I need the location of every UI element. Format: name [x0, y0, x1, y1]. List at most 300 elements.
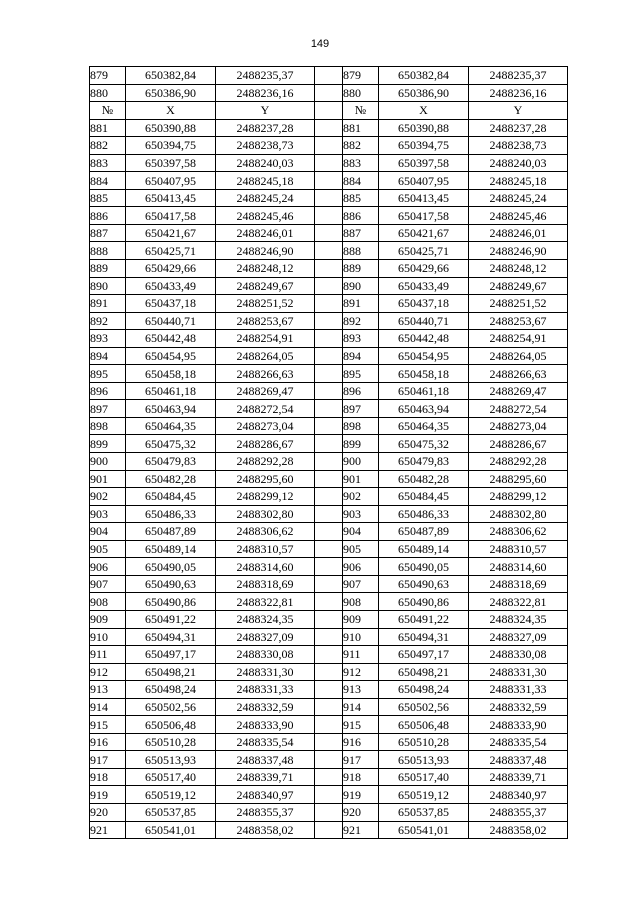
table-row [90, 540, 568, 558]
y-coordinate-left: 2488272,54 [216, 400, 315, 418]
y-coordinate-right: 2488264,05 [469, 347, 568, 365]
y-coordinate-left: 2488337,48 [216, 751, 315, 769]
x-coordinate-left: 650454,95 [126, 347, 216, 365]
point-number-left: 920 [90, 803, 126, 821]
point-number-right: 898 [343, 417, 379, 435]
column-gap [315, 803, 343, 821]
point-number-left: 921 [90, 821, 126, 839]
point-number-right: 883 [343, 154, 379, 172]
point-number-right: 901 [343, 470, 379, 488]
y-coordinate-right: 2488254,91 [469, 330, 568, 348]
y-coordinate-left: 2488324,35 [216, 610, 315, 628]
column-gap [315, 821, 343, 839]
point-number-right: 893 [343, 330, 379, 348]
point-number-right: 911 [343, 646, 379, 664]
y-coordinate-left: 2488310,57 [216, 540, 315, 558]
point-number-left: 883 [90, 154, 126, 172]
point-number-right: 890 [343, 277, 379, 295]
point-number-left: 917 [90, 751, 126, 769]
y-coordinate-right: 2488327,09 [469, 628, 568, 646]
y-coordinate-left: 2488295,60 [216, 470, 315, 488]
table-row [90, 172, 568, 190]
y-coordinate-left: 2488335,54 [216, 733, 315, 751]
x-coordinate-right: 650517,40 [379, 768, 469, 786]
point-number-right: 882 [343, 137, 379, 155]
point-number-right: 918 [343, 768, 379, 786]
column-gap [315, 330, 343, 348]
y-coordinate-left: 2488292,28 [216, 453, 315, 471]
x-coordinate-left: 650458,18 [126, 365, 216, 383]
column-gap [315, 786, 343, 804]
table-row [90, 242, 568, 260]
x-coordinate-right: 650458,18 [379, 365, 469, 383]
point-number-left: 900 [90, 453, 126, 471]
y-coordinate-right: 2488253,67 [469, 312, 568, 330]
x-coordinate-left: 650484,45 [126, 488, 216, 506]
x-coordinate-left: 650490,63 [126, 575, 216, 593]
point-number-right: 900 [343, 453, 379, 471]
x-coordinate-left: 650464,35 [126, 417, 216, 435]
y-coordinate-left: 2488240,03 [216, 154, 315, 172]
column-gap [315, 154, 343, 172]
y-coordinate-right: 2488322,81 [469, 593, 568, 611]
column-gap [315, 488, 343, 506]
y-coordinate-right: 2488330,08 [469, 646, 568, 664]
table-row [90, 698, 568, 716]
table-row [90, 84, 568, 102]
table-row [90, 470, 568, 488]
y-coordinate-left: 2488339,71 [216, 768, 315, 786]
point-number-left: 884 [90, 172, 126, 190]
x-coordinate-right: 650497,17 [379, 646, 469, 664]
column-gap [315, 207, 343, 225]
x-coordinate-left: 650461,18 [126, 382, 216, 400]
table-row [90, 312, 568, 330]
x-coordinate-left: 650463,94 [126, 400, 216, 418]
point-number-left: 901 [90, 470, 126, 488]
x-coordinate-right: 650442,48 [379, 330, 469, 348]
table-row [90, 803, 568, 821]
y-coordinate-right: 2488295,60 [469, 470, 568, 488]
point-number-left: 881 [90, 119, 126, 137]
table-row [90, 610, 568, 628]
column-gap [315, 470, 343, 488]
point-number-left: 913 [90, 681, 126, 699]
point-number-left: 890 [90, 277, 126, 295]
x-coordinate-right: 650407,95 [379, 172, 469, 190]
x-coordinate-right: 650489,14 [379, 540, 469, 558]
y-coordinate-right: 2488332,59 [469, 698, 568, 716]
column-gap [315, 102, 343, 120]
y-coordinate-left: 2488245,46 [216, 207, 315, 225]
x-coordinate-right: 650386,90 [379, 84, 469, 102]
x-coordinate-left: 650506,48 [126, 716, 216, 734]
point-number-right: 889 [343, 260, 379, 278]
y-coordinate-left: 2488246,01 [216, 224, 315, 242]
y-coordinate-left: 2488235,37 [216, 67, 315, 85]
table-row [90, 751, 568, 769]
x-coordinate-right: 650513,93 [379, 751, 469, 769]
x-coordinate-left: 650413,45 [126, 189, 216, 207]
table-row [90, 523, 568, 541]
point-number-left: 889 [90, 260, 126, 278]
x-coordinate-right: 650494,31 [379, 628, 469, 646]
x-coordinate-left: 650394,75 [126, 137, 216, 155]
x-coordinate-right: 650413,45 [379, 189, 469, 207]
header-y-right: Y [469, 102, 568, 120]
table-row [90, 417, 568, 435]
x-coordinate-left: 650502,56 [126, 698, 216, 716]
y-coordinate-left: 2488254,91 [216, 330, 315, 348]
x-coordinate-right: 650519,12 [379, 786, 469, 804]
x-coordinate-right: 650502,56 [379, 698, 469, 716]
point-number-right: 884 [343, 172, 379, 190]
y-coordinate-left: 2488269,47 [216, 382, 315, 400]
column-gap [315, 67, 343, 85]
y-coordinate-left: 2488340,97 [216, 786, 315, 804]
x-coordinate-left: 650417,58 [126, 207, 216, 225]
y-coordinate-right: 2488306,62 [469, 523, 568, 541]
y-coordinate-left: 2488238,73 [216, 137, 315, 155]
y-coordinate-right: 2488240,03 [469, 154, 568, 172]
y-coordinate-left: 2488330,08 [216, 646, 315, 664]
y-coordinate-left: 2488237,28 [216, 119, 315, 137]
header-x-right: X [379, 102, 469, 120]
column-gap [315, 365, 343, 383]
column-gap [315, 277, 343, 295]
y-coordinate-left: 2488322,81 [216, 593, 315, 611]
point-number-right: 896 [343, 382, 379, 400]
x-coordinate-left: 650437,18 [126, 295, 216, 313]
point-number-left: 912 [90, 663, 126, 681]
column-gap [315, 663, 343, 681]
column-gap [315, 119, 343, 137]
y-coordinate-left: 2488333,90 [216, 716, 315, 734]
table-row [90, 207, 568, 225]
column-gap [315, 593, 343, 611]
x-coordinate-right: 650541,01 [379, 821, 469, 839]
point-number-right: 894 [343, 347, 379, 365]
point-number-right: 891 [343, 295, 379, 313]
table-row [90, 277, 568, 295]
table-row [90, 488, 568, 506]
x-coordinate-right: 650486,33 [379, 505, 469, 523]
table-row [90, 821, 568, 839]
column-gap [315, 751, 343, 769]
table-row [90, 716, 568, 734]
y-coordinate-left: 2488299,12 [216, 488, 315, 506]
x-coordinate-left: 650382,84 [126, 67, 216, 85]
column-gap [315, 400, 343, 418]
x-coordinate-left: 650486,33 [126, 505, 216, 523]
column-gap [315, 558, 343, 576]
column-gap [315, 698, 343, 716]
y-coordinate-right: 2488245,46 [469, 207, 568, 225]
x-coordinate-left: 650429,66 [126, 260, 216, 278]
y-coordinate-left: 2488248,12 [216, 260, 315, 278]
point-number-right: 903 [343, 505, 379, 523]
point-number-right: 908 [343, 593, 379, 611]
y-coordinate-left: 2488332,59 [216, 698, 315, 716]
y-coordinate-left: 2488286,67 [216, 435, 315, 453]
x-coordinate-left: 650517,40 [126, 768, 216, 786]
header-number-right: № [343, 102, 379, 120]
x-coordinate-right: 650510,28 [379, 733, 469, 751]
coordinates-table-body [90, 67, 568, 839]
y-coordinate-right: 2488272,54 [469, 400, 568, 418]
y-coordinate-left: 2488306,62 [216, 523, 315, 541]
y-coordinate-left: 2488249,67 [216, 277, 315, 295]
point-number-left: 902 [90, 488, 126, 506]
x-coordinate-left: 650491,22 [126, 610, 216, 628]
column-gap [315, 646, 343, 664]
y-coordinate-left: 2488355,37 [216, 803, 315, 821]
point-number-left: 899 [90, 435, 126, 453]
point-number-right: 913 [343, 681, 379, 699]
column-gap [315, 575, 343, 593]
x-coordinate-left: 650490,05 [126, 558, 216, 576]
y-coordinate-left: 2488251,52 [216, 295, 315, 313]
y-coordinate-right: 2488286,67 [469, 435, 568, 453]
y-coordinate-right: 2488249,67 [469, 277, 568, 295]
column-gap [315, 435, 343, 453]
point-number-left: 896 [90, 382, 126, 400]
table-row [90, 663, 568, 681]
point-number-left: 911 [90, 646, 126, 664]
point-number-right: 881 [343, 119, 379, 137]
x-coordinate-right: 650490,05 [379, 558, 469, 576]
x-coordinate-left: 650537,85 [126, 803, 216, 821]
y-coordinate-left: 2488358,02 [216, 821, 315, 839]
table-row [90, 575, 568, 593]
table-row [90, 137, 568, 155]
x-coordinate-left: 650397,58 [126, 154, 216, 172]
x-coordinate-right: 650484,45 [379, 488, 469, 506]
x-coordinate-right: 650433,49 [379, 277, 469, 295]
x-coordinate-right: 650437,18 [379, 295, 469, 313]
y-coordinate-right: 2488236,16 [469, 84, 568, 102]
x-coordinate-right: 650537,85 [379, 803, 469, 821]
point-number-left: 905 [90, 540, 126, 558]
y-coordinate-right: 2488266,63 [469, 365, 568, 383]
x-coordinate-left: 650407,95 [126, 172, 216, 190]
x-coordinate-right: 650490,86 [379, 593, 469, 611]
x-coordinate-left: 650541,01 [126, 821, 216, 839]
point-number-left: 906 [90, 558, 126, 576]
point-number-left: 919 [90, 786, 126, 804]
x-coordinate-right: 650482,28 [379, 470, 469, 488]
x-coordinate-right: 650382,84 [379, 67, 469, 85]
point-number-right: 887 [343, 224, 379, 242]
x-coordinate-right: 650464,35 [379, 417, 469, 435]
point-number-right: 905 [343, 540, 379, 558]
table-row [90, 558, 568, 576]
table-row [90, 646, 568, 664]
table-row [90, 154, 568, 172]
y-coordinate-left: 2488302,80 [216, 505, 315, 523]
column-gap [315, 84, 343, 102]
column-gap [315, 733, 343, 751]
table-row [90, 593, 568, 611]
y-coordinate-left: 2488264,05 [216, 347, 315, 365]
point-number-left: 893 [90, 330, 126, 348]
x-coordinate-right: 650454,95 [379, 347, 469, 365]
point-number-left: 909 [90, 610, 126, 628]
point-number-right: 910 [343, 628, 379, 646]
y-coordinate-right: 2488333,90 [469, 716, 568, 734]
column-gap [315, 453, 343, 471]
x-coordinate-left: 650489,14 [126, 540, 216, 558]
point-number-right: 885 [343, 189, 379, 207]
x-coordinate-right: 650397,58 [379, 154, 469, 172]
point-number-right: 909 [343, 610, 379, 628]
table-row [90, 365, 568, 383]
x-coordinate-left: 650487,89 [126, 523, 216, 541]
column-gap [315, 172, 343, 190]
x-coordinate-right: 650429,66 [379, 260, 469, 278]
point-number-right: 888 [343, 242, 379, 260]
table-header-row [90, 102, 568, 120]
column-gap [315, 137, 343, 155]
point-number-right: 920 [343, 803, 379, 821]
point-number-left: 904 [90, 523, 126, 541]
table-row [90, 505, 568, 523]
column-gap [315, 681, 343, 699]
y-coordinate-right: 2488340,97 [469, 786, 568, 804]
y-coordinate-right: 2488245,18 [469, 172, 568, 190]
x-coordinate-left: 650386,90 [126, 84, 216, 102]
y-coordinate-right: 2488310,57 [469, 540, 568, 558]
y-coordinate-right: 2488299,12 [469, 488, 568, 506]
point-number-right: 892 [343, 312, 379, 330]
point-number-right: 914 [343, 698, 379, 716]
x-coordinate-right: 650394,75 [379, 137, 469, 155]
x-coordinate-left: 650498,24 [126, 681, 216, 699]
x-coordinate-left: 650421,67 [126, 224, 216, 242]
point-number-right: 904 [343, 523, 379, 541]
table-row [90, 67, 568, 85]
y-coordinate-right: 2488237,28 [469, 119, 568, 137]
x-coordinate-right: 650498,24 [379, 681, 469, 699]
y-coordinate-left: 2488273,04 [216, 417, 315, 435]
y-coordinate-left: 2488314,60 [216, 558, 315, 576]
point-number-right: 919 [343, 786, 379, 804]
column-gap [315, 505, 343, 523]
x-coordinate-left: 650475,32 [126, 435, 216, 453]
x-coordinate-left: 650425,71 [126, 242, 216, 260]
column-gap [315, 540, 343, 558]
point-number-left: 898 [90, 417, 126, 435]
point-number-right: 906 [343, 558, 379, 576]
x-coordinate-right: 650461,18 [379, 382, 469, 400]
point-number-left: 882 [90, 137, 126, 155]
y-coordinate-left: 2488327,09 [216, 628, 315, 646]
y-coordinate-left: 2488246,90 [216, 242, 315, 260]
y-coordinate-left: 2488266,63 [216, 365, 315, 383]
point-number-left: 886 [90, 207, 126, 225]
table-row [90, 681, 568, 699]
y-coordinate-right: 2488269,47 [469, 382, 568, 400]
y-coordinate-right: 2488248,12 [469, 260, 568, 278]
point-number-left: 894 [90, 347, 126, 365]
x-coordinate-left: 650498,21 [126, 663, 216, 681]
table-row [90, 189, 568, 207]
point-number-right: 879 [343, 67, 379, 85]
y-coordinate-right: 2488339,71 [469, 768, 568, 786]
y-coordinate-left: 2488245,18 [216, 172, 315, 190]
table-row [90, 119, 568, 137]
column-gap [315, 260, 343, 278]
y-coordinate-right: 2488251,52 [469, 295, 568, 313]
y-coordinate-right: 2488331,33 [469, 681, 568, 699]
table-row [90, 435, 568, 453]
point-number-left: 916 [90, 733, 126, 751]
point-number-left: 891 [90, 295, 126, 313]
table-row [90, 628, 568, 646]
point-number-right: 912 [343, 663, 379, 681]
x-coordinate-left: 650494,31 [126, 628, 216, 646]
point-number-right: 915 [343, 716, 379, 734]
table-row [90, 733, 568, 751]
table-row [90, 786, 568, 804]
table-row [90, 260, 568, 278]
y-coordinate-right: 2488331,30 [469, 663, 568, 681]
table-row [90, 330, 568, 348]
table-row [90, 347, 568, 365]
y-coordinate-left: 2488318,69 [216, 575, 315, 593]
y-coordinate-left: 2488236,16 [216, 84, 315, 102]
table-row [90, 224, 568, 242]
x-coordinate-right: 650479,83 [379, 453, 469, 471]
y-coordinate-left: 2488331,33 [216, 681, 315, 699]
y-coordinate-right: 2488273,04 [469, 417, 568, 435]
y-coordinate-right: 2488335,54 [469, 733, 568, 751]
point-number-left: 915 [90, 716, 126, 734]
point-number-left: 918 [90, 768, 126, 786]
x-coordinate-right: 650417,58 [379, 207, 469, 225]
column-gap [315, 224, 343, 242]
x-coordinate-left: 650482,28 [126, 470, 216, 488]
column-gap [315, 768, 343, 786]
point-number-left: 888 [90, 242, 126, 260]
column-gap [315, 189, 343, 207]
x-coordinate-right: 650491,22 [379, 610, 469, 628]
y-coordinate-right: 2488355,37 [469, 803, 568, 821]
point-number-left: 887 [90, 224, 126, 242]
x-coordinate-left: 650479,83 [126, 453, 216, 471]
point-number-left: 895 [90, 365, 126, 383]
coordinates-table [89, 66, 568, 839]
x-coordinate-right: 650498,21 [379, 663, 469, 681]
x-coordinate-left: 650513,93 [126, 751, 216, 769]
y-coordinate-right: 2488324,35 [469, 610, 568, 628]
x-coordinate-right: 650463,94 [379, 400, 469, 418]
point-number-left: 879 [90, 67, 126, 85]
x-coordinate-left: 650519,12 [126, 786, 216, 804]
x-coordinate-right: 650475,32 [379, 435, 469, 453]
y-coordinate-right: 2488358,02 [469, 821, 568, 839]
x-coordinate-left: 650390,88 [126, 119, 216, 137]
y-coordinate-right: 2488318,69 [469, 575, 568, 593]
point-number-left: 910 [90, 628, 126, 646]
column-gap [315, 312, 343, 330]
table-row [90, 382, 568, 400]
column-gap [315, 523, 343, 541]
x-coordinate-right: 650506,48 [379, 716, 469, 734]
point-number-right: 917 [343, 751, 379, 769]
point-number-right: 895 [343, 365, 379, 383]
point-number-left: 885 [90, 189, 126, 207]
